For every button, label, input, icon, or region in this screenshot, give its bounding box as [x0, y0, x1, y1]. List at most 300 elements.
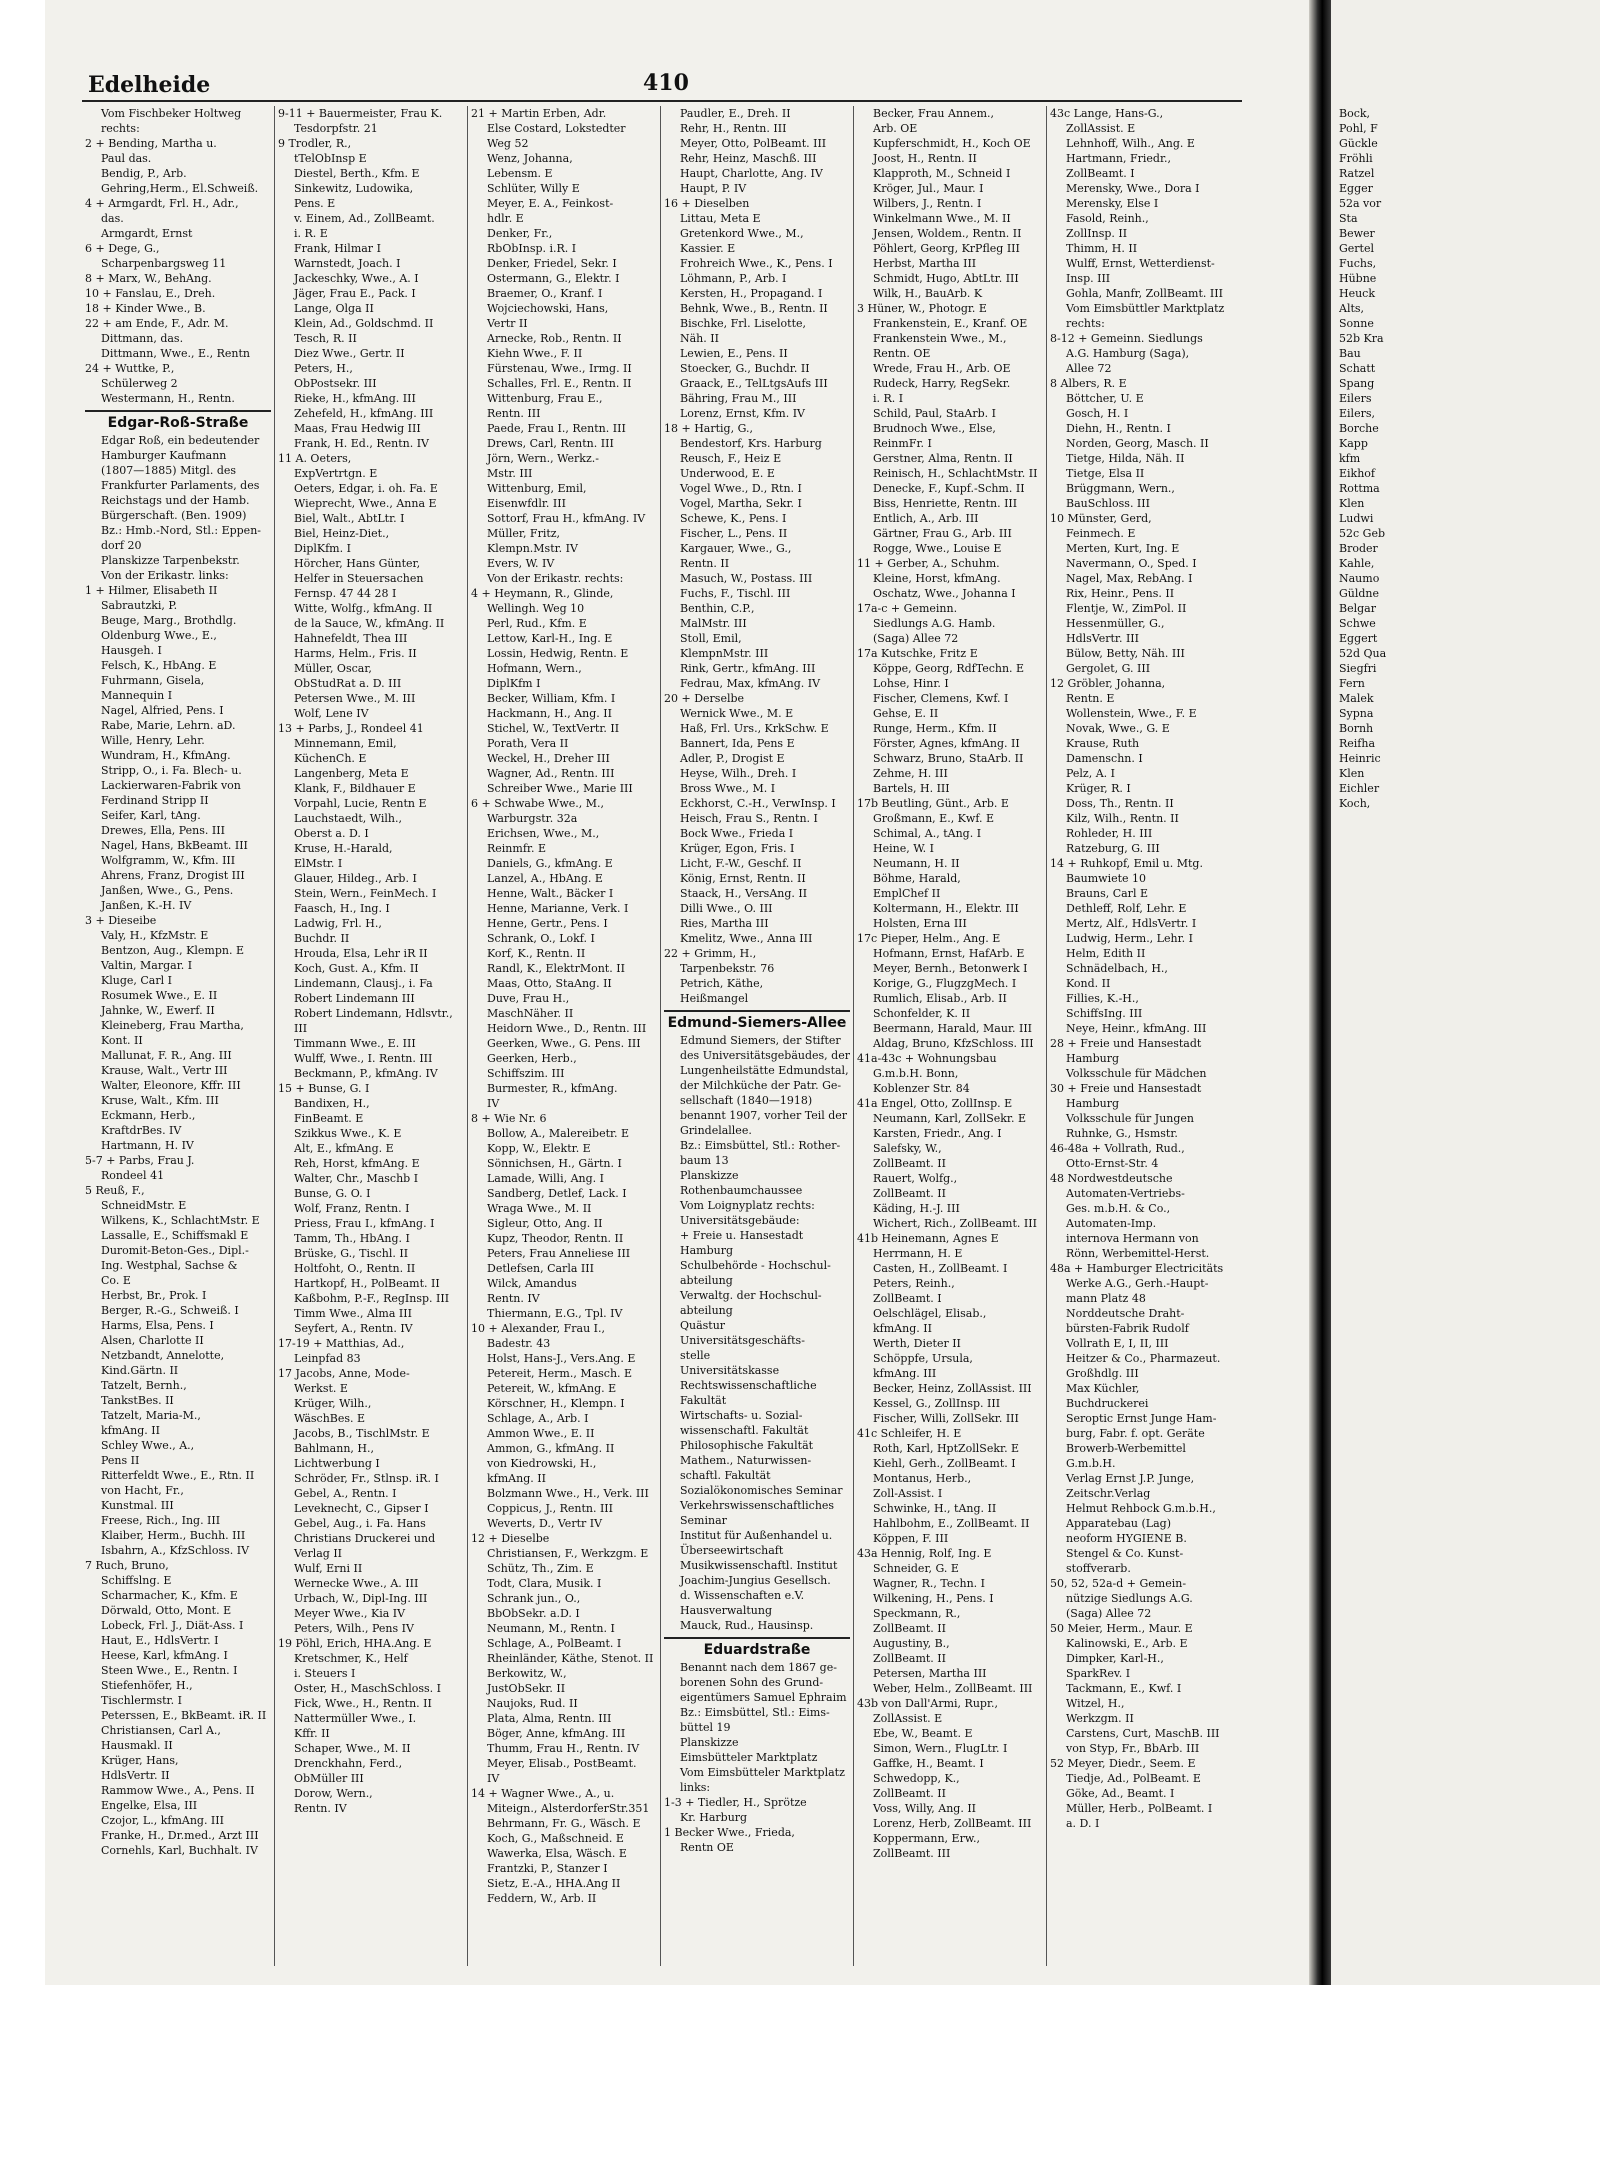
directory-entry: Heyse, Wilh., Dreh. I: [680, 767, 797, 780]
directory-entry: Nagel, Hans, BkBeamt. III: [101, 839, 248, 852]
directory-entry: Gehring,Herm., El.Schweiß.: [101, 182, 259, 195]
directory-entry: 4 + Armgardt, Frl. H., Adr.,: [85, 197, 239, 210]
directory-entry: des Universitätsgebäudes, der: [680, 1049, 850, 1062]
directory-entry: Tesdorpfstr. 21: [294, 122, 378, 135]
directory-entry: Sypna: [1339, 707, 1374, 720]
directory-entry: ZollAssist. E: [1066, 122, 1136, 135]
directory-entry: ZollInsp. II: [1066, 227, 1128, 240]
directory-entry: Petersen, Martha III: [873, 1667, 987, 1680]
directory-entry: KraftdrBes. IV: [101, 1124, 182, 1137]
directory-entry: Salefsky, W.,: [873, 1142, 942, 1155]
directory-entry: Bunse, G. O. I: [294, 1187, 371, 1200]
directory-entry: Verkehrswissenschaftliches: [680, 1499, 835, 1512]
directory-entry: Lichtwerbung I: [294, 1457, 380, 1470]
directory-entry: 7 Ruch, Bruno,: [85, 1559, 169, 1572]
directory-entry: Schrank, O., Lokf. I: [487, 932, 595, 945]
directory-entry: 2 + Bending, Martha u.: [85, 137, 217, 150]
directory-entry: 24 + Wuttke, P.,: [85, 362, 175, 375]
directory-entry: mann Platz 48: [1066, 1292, 1146, 1305]
directory-entry: Edgar Roß, ein bedeutender: [101, 434, 260, 447]
directory-entry: RbObInsp. i.R. I: [487, 242, 577, 255]
directory-entry: Schöppfe, Ursula,: [873, 1352, 973, 1365]
directory-entry: Holst, Hans-J., Vers.Ang. E: [487, 1352, 636, 1365]
directory-entry: Haut, E., HdlsVertr. I: [101, 1634, 219, 1647]
directory-entry: Daniels, G., kfmAng. E: [487, 857, 613, 870]
directory-entry: Siedlungs A.G. Hamb.: [873, 617, 996, 630]
directory-entry: Schley Wwe., A.,: [101, 1439, 195, 1452]
directory-entry: (1807—1885) Mitgl. des: [101, 464, 237, 477]
directory-entry: Dethleff, Rolf, Lehr. E: [1066, 902, 1187, 915]
directory-entry: Kunstmal. III: [101, 1499, 174, 1512]
directory-entry: Jensen, Woldem., Rentn. II: [873, 227, 1022, 240]
directory-entry: Insp. III: [1066, 272, 1111, 285]
directory-entry: Eggert: [1339, 632, 1378, 645]
directory-column: [854, 106, 1047, 1966]
directory-entry: Lange, Olga II: [294, 302, 374, 315]
directory-column: [468, 106, 661, 1966]
directory-entry: Rheinländer, Käthe, Stenot. II: [487, 1652, 654, 1665]
directory-entry: Henne, Marianne, Verk. I: [487, 902, 629, 915]
directory-entry: Schiffszim. III: [487, 1067, 565, 1080]
directory-entry: Jäger, Frau E., Pack. I: [294, 287, 416, 300]
directory-entry: Minnemann, Emil,: [294, 737, 397, 750]
directory-entry: Sinkewitz, Ludowika,: [294, 182, 414, 195]
directory-entry: 1 Becker Wwe., Frieda,: [664, 1826, 795, 1839]
directory-entry: ZollBeamt. II: [873, 1652, 946, 1665]
directory-entry: Heitzer & Co., Pharmazeut.: [1066, 1352, 1221, 1365]
directory-entry: d. Wissenschaften e.V.: [680, 1589, 805, 1602]
directory-entry: Ratzeburg, G. III: [1066, 842, 1160, 855]
directory-entry: Arb. OE: [873, 122, 918, 135]
directory-entry: Förster, Agnes, kfmAng. II: [873, 737, 1020, 750]
directory-entry: Scharpenbargsweg 11: [101, 257, 227, 270]
directory-entry: Lanzel, A., HbAng. E: [487, 872, 603, 885]
directory-entry: Wilkening, H., Pens. I: [873, 1592, 994, 1605]
directory-entry: Becker, William, Kfm. I: [487, 692, 616, 705]
directory-entry: Fedrau, Max, kfmAng. IV: [680, 677, 821, 690]
directory-entry: Haupt, P. IV: [680, 182, 747, 195]
directory-entry: Gaffke, H., Beamt. I: [873, 1757, 984, 1770]
directory-entry: Bandixen, H.,: [294, 1097, 370, 1110]
directory-entry: ZollBeamt. II: [873, 1187, 946, 1200]
directory-entry: Lorenz, Herb, ZollBeamt. III: [873, 1817, 1032, 1830]
directory-entry: Vogel Wwe., D., Rtn. I: [680, 482, 802, 495]
directory-entry: Krüger, Hans,: [101, 1754, 179, 1767]
directory-entry: Leveknecht, C., Gipser I: [294, 1502, 429, 1515]
directory-entry: 52c Geb: [1339, 527, 1385, 540]
directory-entry: Brudnoch Wwe., Else,: [873, 422, 996, 435]
directory-entry: Petersen Wwe., M. III: [294, 692, 416, 705]
directory-entry: Dittmann, das.: [101, 332, 184, 345]
directory-entry: Hausgeh. I: [101, 644, 162, 657]
directory-entry: Fürstenau, Wwe., Irmg. II: [487, 362, 632, 375]
directory-entry: Neye, Heinr., kfmAng. III: [1066, 1022, 1207, 1035]
directory-entry: Alt, E., kfmAng. E: [294, 1142, 394, 1155]
directory-entry: Vollrath E, I, II, III: [1066, 1337, 1169, 1350]
directory-entry: Sietz, E.-A., HHA.Ang II: [487, 1877, 621, 1890]
directory-entry: 11 A. Oeters,: [278, 452, 352, 465]
directory-entry: Edmund Siemers, der Stifter: [680, 1034, 841, 1047]
directory-entry: Gretenkord Wwe., M.,: [680, 227, 804, 240]
directory-entry: Ammon, G., kfmAng. II: [487, 1442, 615, 1455]
directory-entry: Lebensm. E: [487, 167, 553, 180]
directory-entry: Maas, Otto, StaAng. II: [487, 977, 612, 990]
directory-entry: Frankfurter Parlaments, des: [101, 479, 260, 492]
directory-entry: Schnädelbach, H.,: [1066, 962, 1168, 975]
directory-entry: Gertel: [1339, 242, 1375, 255]
directory-entry: Peters, H.,: [294, 362, 353, 375]
directory-entry: Underwood, E. E: [680, 467, 775, 480]
directory-entry: Felsch, K., HbAng. E: [101, 659, 217, 672]
directory-entry: Reichstags und der Hamb.: [101, 494, 250, 507]
directory-entry: Musikwissenschaftl. Institut: [680, 1559, 838, 1572]
directory-entry: Sönnichsen, H., Gärtn. I: [487, 1157, 622, 1170]
directory-entry: Müller, Oscar,: [294, 662, 372, 675]
directory-entry: Zehme, H. III: [873, 767, 948, 780]
directory-entry: Thimm, H. II: [1066, 242, 1138, 255]
directory-entry: Ing. Westphal, Sachse &: [101, 1259, 238, 1272]
directory-entry: 8-12 + Gemeinn. Siedlungs: [1050, 332, 1203, 345]
directory-entry: Oberst a. D. I: [294, 827, 369, 840]
directory-entry: Leinpfad 83: [294, 1352, 361, 1365]
directory-entry: Hahlbohm, E., ZollBeamt. II: [873, 1517, 1030, 1530]
directory-entry: Schmidt, Hugo, AbtLtr. III: [873, 272, 1019, 285]
directory-entry: Thiermann, E.G., Tpl. IV: [487, 1307, 623, 1320]
directory-entry: Krause, Ruth: [1066, 737, 1140, 750]
directory-entry: Frank, H. Ed., Rentn. IV: [294, 437, 430, 450]
directory-entry: 12 Gröbler, Johanna,: [1050, 677, 1166, 690]
directory-entry: rechts:: [101, 122, 140, 135]
directory-entry: (Saga) Allee 72: [1066, 1607, 1152, 1620]
directory-entry: 17-19 + Matthias, Ad.,: [278, 1337, 405, 1350]
directory-entry: 8 + Marx, W., BehAng.: [85, 272, 212, 285]
directory-entry: Buchdruckerei: [1066, 1397, 1149, 1410]
directory-entry: Harms, Elsa, Pens. I: [101, 1319, 214, 1332]
directory-entry: 48a + Hamburger Electricitäts: [1050, 1262, 1224, 1275]
directory-entry: 16 + Dieselben: [664, 197, 750, 210]
directory-entry: das.: [101, 212, 124, 225]
directory-entry: Koltermann, H., Elektr. III: [873, 902, 1019, 915]
directory-entry: ReinmFr. I: [873, 437, 932, 450]
directory-entry: Rentn. E: [1066, 692, 1115, 705]
directory-entry: 43a Hennig, Rolf, Ing. E: [857, 1547, 992, 1560]
directory-entry: Gosch, H. I: [1066, 407, 1129, 420]
directory-entry: Berger, R.-G., Schweiß. I: [101, 1304, 239, 1317]
directory-entry: Mathem., Naturwissen-: [680, 1454, 812, 1467]
directory-entry: Drenckhahn, Ferd.,: [294, 1757, 403, 1770]
directory-entry: Ammon Wwe., E. II: [487, 1427, 595, 1440]
directory-entry: kfmAng. II: [487, 1472, 546, 1485]
directory-entry: Bz.: Eimsbüttel, Stl.: Eims-: [680, 1706, 830, 1719]
directory-entry: Herbst, Martha III: [873, 257, 977, 270]
directory-entry: Helmut Rehbock G.m.b.H.,: [1066, 1502, 1216, 1515]
directory-entry: Rammow Wwe., A., Pens. II: [101, 1784, 255, 1797]
directory-entry: SparkRev. I: [1066, 1667, 1131, 1680]
directory-entry: Schwarz, Bruno, StaArb. II: [873, 752, 1024, 765]
directory-entry: IV: [487, 1097, 500, 1110]
directory-entry: Ferdinand Stripp II: [101, 794, 209, 807]
directory-entry: Krause, Walt., Vertr III: [101, 1064, 228, 1077]
directory-entry: Eisenwfdlr. III: [487, 497, 566, 510]
directory-entry: ObPostsekr. III: [294, 377, 377, 390]
directory-entry: Ebe, W., Beamt. E: [873, 1727, 973, 1740]
directory-entry: Meyer, Otto, PolBeamt. III: [680, 137, 827, 150]
directory-entry: Lauchstaedt, Wilh.,: [294, 812, 403, 825]
directory-entry: Krüger, Wilh.,: [294, 1397, 372, 1410]
directory-entry: Winkelmann Wwe., M. II: [873, 212, 1011, 225]
directory-entry: Schwe: [1339, 617, 1376, 630]
directory-entry: Wilck, Amandus: [487, 1277, 577, 1290]
directory-entry: Hartkopf, H., PolBeamt. II: [294, 1277, 440, 1290]
directory-entry: 1 + Hilmer, Elisabeth II: [85, 584, 218, 597]
directory-entry: Rentn. IV: [487, 1292, 540, 1305]
directory-entry: Kleine, Horst, kfmAng.: [873, 572, 1001, 585]
directory-entry: Ludwi: [1339, 512, 1374, 525]
directory-entry: Klen: [1339, 767, 1365, 780]
directory-entry: Fuhrmann, Gisela,: [101, 674, 205, 687]
directory-entry: Schütz, Th., Zim. E: [487, 1562, 594, 1575]
directory-entry: stoffverarb.: [1066, 1562, 1131, 1575]
directory-entry: Wilkens, K., SchlachtMstr. E: [101, 1214, 260, 1227]
directory-entry: 8 Albers, R. E: [1050, 377, 1127, 390]
directory-entry: Bz.: Eimsbüttel, Stl.: Rother-: [680, 1139, 841, 1152]
directory-entry: Rudeck, Harry, RegSekr.: [873, 377, 1011, 390]
directory-entry: Paede, Frau I., Rentn. III: [487, 422, 626, 435]
directory-entry: Bülow, Betty, Näh. III: [1066, 647, 1185, 660]
directory-entry: Meyer, Elisab., PostBeamt.: [487, 1757, 637, 1770]
directory-entry: JustObSekr. II: [487, 1682, 566, 1695]
directory-entry: Schlage, A., PolBeamt. I: [487, 1637, 622, 1650]
directory-entry: Gohla, Manfr, ZollBeamt. III: [1066, 287, 1223, 300]
directory-entry: Kmelitz, Wwe., Anna III: [680, 932, 813, 945]
directory-entry: Kassier. E: [680, 242, 736, 255]
directory-entry: Peters, Frau Anneliese III: [487, 1247, 631, 1260]
directory-entry: Seyfert, A., Rentn. IV: [294, 1322, 413, 1335]
directory-entry: Priess, Frau I., kfmAng. I: [294, 1217, 435, 1230]
directory-entry: Klen: [1339, 497, 1365, 510]
directory-entry: Paudler, E., Dreh. II: [680, 107, 791, 120]
directory-entry: 17a-c + Gemeinn.: [857, 602, 958, 615]
directory-entry: Langenberg, Meta E: [294, 767, 409, 780]
directory-entry: i. Steuers I: [294, 1667, 356, 1680]
directory-entry: Wraga Wwe., M. II: [487, 1202, 592, 1215]
directory-entry: Kruse, H.-Harald,: [294, 842, 393, 855]
directory-entry: Oschatz, Wwe., Johanna I: [873, 587, 1016, 600]
directory-entry: Behnk, Wwe., B., Rentn. II: [680, 302, 828, 315]
directory-entry: Planskizze: [680, 1736, 739, 1749]
directory-entry: Bau: [1339, 347, 1361, 360]
directory-entry: 17 Jacobs, Anne, Mode-: [278, 1367, 410, 1380]
directory-entry: Oldenburg Wwe., E.,: [101, 629, 217, 642]
directory-entry: Feinmech. E: [1066, 527, 1136, 540]
directory-column: [82, 106, 275, 1966]
directory-entry: Valtin, Margar. I: [101, 959, 193, 972]
directory-entry: Miteign., AlsterdorferStr.351: [487, 1802, 650, 1815]
directory-entry: Frankenstein, E., Kranf. OE: [873, 317, 1028, 330]
directory-entry: ZollAssist. E: [873, 1712, 943, 1725]
directory-entry: Diestel, Berth., Kfm. E: [294, 167, 420, 180]
directory-entry: Simon, Wern., FlugLtr. I: [873, 1742, 1008, 1755]
directory-entry: dorf 20: [101, 539, 142, 552]
directory-entry: Pöhlert, Georg, KrPfleg III: [873, 242, 1020, 255]
directory-entry: Ruhnke, G., Hsmstr.: [1066, 1127, 1178, 1140]
directory-entry: Sozialökonomisches Seminar: [680, 1484, 843, 1497]
directory-entry: Von der Erikastr. rechts:: [487, 572, 624, 585]
directory-entry: Dittmann, Wwe., E., Rentn: [101, 347, 250, 360]
directory-entry: Armgardt, Ernst: [101, 227, 193, 240]
directory-entry: Czojor, L., kfmAng. III: [101, 1814, 224, 1827]
directory-entry: Bewer: [1339, 227, 1375, 240]
directory-entry: Grindelallee.: [680, 1124, 752, 1137]
directory-entry: Vertr II: [487, 317, 528, 330]
directory-entry: Schneider, G. E: [873, 1562, 959, 1575]
directory-entry: Speckmann, R.,: [873, 1607, 961, 1620]
directory-entry: Dilli Wwe., O. III: [680, 902, 773, 915]
directory-entry: kfm: [1339, 452, 1361, 465]
directory-entry: benannt 1907, vorher Teil der: [680, 1109, 848, 1122]
directory-entry: stelle: [680, 1349, 711, 1362]
directory-entry: Norden, Georg, Masch. II: [1066, 437, 1209, 450]
directory-entry: Wawerka, Elsa, Wäsch. E: [487, 1847, 627, 1860]
directory-entry: Planskizze: [680, 1169, 739, 1182]
directory-entry: Schewe, K., Pens. I: [680, 512, 787, 525]
directory-entry: Christiansen, Carl A.,: [101, 1724, 221, 1737]
directory-entry: Herbst, Br., Prok. I: [101, 1289, 207, 1302]
directory-entry: Rumlich, Elisab., Arb. II: [873, 992, 1007, 1005]
directory-entry: ZollBeamt. I: [873, 1292, 942, 1305]
directory-entry: Kessel, G., ZollInsp. III: [873, 1397, 1001, 1410]
directory-entry: Helm, Edith II: [1066, 947, 1146, 960]
directory-entry: Schlage, A., Arb. I: [487, 1412, 589, 1425]
directory-entry: 22 + Grimm, H.,: [664, 947, 757, 960]
directory-entry: Faasch, H., Ing. I: [294, 902, 390, 915]
directory-entry: 6 + Schwabe Wwe., M.,: [471, 797, 604, 810]
directory-entry: Neumann, H. II: [873, 857, 960, 870]
directory-entry: Stichel, W., TextVertr. II: [487, 722, 620, 735]
directory-entry: Rink, Gertr., kfmAng. III: [680, 662, 816, 675]
directory-entry: Klaiber, Herm., Buchh. III: [101, 1529, 246, 1542]
directory-entry: Erichsen, Wwe., M.,: [487, 827, 600, 840]
directory-entry: 41a Engel, Otto, ZollInsp. E: [857, 1097, 1013, 1110]
directory-entry: Kalinowski, E., Arb. E: [1066, 1637, 1188, 1650]
directory-entry: neoform HYGIENE B.: [1066, 1532, 1187, 1545]
directory-entry: Müller, Herb., PolBeamt. I: [1066, 1802, 1213, 1815]
directory-entry: Schimal, A., tAng. I: [873, 827, 982, 840]
directory-entry: Ratzel: [1339, 167, 1375, 180]
directory-entry: Runge, Herm., Kfm. II: [873, 722, 997, 735]
directory-entry: Fischer, Clemens, Kwf. I: [873, 692, 1009, 705]
directory-entry: 14 + Ruhkopf, Emil u. Mtg.: [1050, 857, 1203, 870]
directory-entry: Browerb-Werbemittel: [1066, 1442, 1186, 1455]
directory-entry: KüchenCh. E: [294, 752, 367, 765]
directory-entry: Fernsp. 47 44 28 I: [294, 587, 397, 600]
street-heading: Edmund-Siemers-Allee: [664, 1010, 850, 1031]
directory-entry: Jackeschky, Wwe., A. I: [294, 272, 419, 285]
directory-entry: Gerstner, Alma, Rentn. II: [873, 452, 1013, 465]
directory-entry: Volksschule für Jungen: [1066, 1112, 1195, 1125]
directory-entry: Schaper, Wwe., M. II: [294, 1742, 411, 1755]
directory-entry: Kr. Harburg: [680, 1811, 748, 1824]
directory-entry: Automaten-Imp.: [1066, 1217, 1157, 1230]
directory-column: [661, 106, 854, 1966]
directory-entry: Detlefsen, Carla III: [487, 1262, 594, 1275]
directory-entry: 4 + Heymann, R., Glinde,: [471, 587, 614, 600]
directory-entry: Peterssen, E., BkBeamt. iR. II: [101, 1709, 267, 1722]
directory-entry: Heese, Karl, kfmAng. I: [101, 1649, 228, 1662]
directory-entry: Planskizze Tarpenbekstr.: [101, 554, 240, 567]
directory-entry: Rehr, H., Rentn. III: [680, 122, 787, 135]
directory-entry: Werkzgm. II: [1066, 1712, 1134, 1725]
directory-entry: Duromit-Beton-Ges., Dipl.-: [101, 1244, 249, 1257]
directory-entry: Eckhorst, C.-H., VerwInsp. I: [680, 797, 836, 810]
header-rule: [82, 100, 1242, 102]
directory-entry: Pens II: [101, 1454, 140, 1467]
directory-entry: DiplKfm. I: [294, 542, 351, 555]
directory-entry: Carstens, Curt, MaschB. III: [1066, 1727, 1220, 1740]
directory-entry: Schatt: [1339, 362, 1376, 375]
directory-entry: Frank, Hilmar I: [294, 242, 381, 255]
directory-entry: Otto-Ernst-Str. 4: [1066, 1157, 1159, 1170]
directory-entry: Lindemann, Clausj., i. Fa: [294, 977, 433, 990]
directory-entry: Mertz, Alf., HdlsVertr. I: [1066, 917, 1197, 930]
directory-entry: Tatzelt, Maria-M.,: [101, 1409, 201, 1422]
directory-entry: 18 + Kinder Wwe., B.: [85, 302, 206, 315]
directory-entry: Bartels, H. III: [873, 782, 950, 795]
directory-entry: Pelz, A. I: [1066, 767, 1116, 780]
directory-entry: G.m.b.H.: [1066, 1457, 1116, 1470]
directory-entry: 41c Schleifer, H. E: [857, 1427, 962, 1440]
directory-entry: Lassalle, E., Schiffsmakl E: [101, 1229, 249, 1242]
directory-entry: Bornh: [1339, 722, 1374, 735]
directory-entry: Westermann, H., Rentn.: [101, 392, 235, 405]
directory-entry: der Milchküche der Patr. Ge-: [680, 1079, 842, 1092]
directory-entry: von Styp, Fr., BbArb. III: [1066, 1742, 1200, 1755]
directory-entry: Geerken, Herb.,: [487, 1052, 577, 1065]
directory-entry: Petereit, W., kfmAng. E: [487, 1382, 617, 1395]
directory-entry: Lettow, Karl-H., Ing. E: [487, 632, 613, 645]
directory-entry: Beckmann, P., kfmAng. IV: [294, 1067, 438, 1080]
directory-entry: Hausverwaltung: [680, 1604, 772, 1617]
directory-entry: Klapproth, M., Schneid I: [873, 167, 1011, 180]
directory-entry: Klank, F., Bildhauer E: [294, 782, 416, 795]
directory-entry: Tischlermstr. I: [101, 1694, 182, 1707]
directory-entry: Bentzon, Aug., Klempn. E: [101, 944, 244, 957]
directory-entry: Hamburg: [680, 1244, 734, 1257]
directory-entry: kfmAng. II: [873, 1322, 932, 1335]
directory-entry: Stiefenhöfer, H.,: [101, 1679, 193, 1692]
directory-entry: Haß, Frl. Urs., KrkSchw. E: [680, 722, 829, 735]
directory-entry: IV: [487, 1772, 500, 1785]
directory-entry: Vorpahl, Lucie, Rentn E: [294, 797, 427, 810]
directory-entry: 15 + Bunse, G. I: [278, 1082, 370, 1095]
directory-entry: Evers, W. IV: [487, 557, 555, 570]
directory-entry: Rix, Heinr., Pens. II: [1066, 587, 1175, 600]
directory-entry: ElMstr. I: [294, 857, 343, 870]
directory-entry: Hübne: [1339, 272, 1377, 285]
directory-entry: Glauer, Hildeg., Arb. I: [294, 872, 417, 885]
directory-entry: Neumann, M., Rentn. I: [487, 1622, 615, 1635]
directory-entry: Fröhli: [1339, 152, 1373, 165]
directory-entry: ZollBeamt. III: [873, 1847, 951, 1860]
directory-entry: Reinmfr. E: [487, 842, 546, 855]
directory-entry: Stoll, Emil,: [680, 632, 742, 645]
directory-entry: Urbach, W., Dipl-Ing. III: [294, 1592, 428, 1605]
directory-entry: Herrmann, H. E: [873, 1247, 963, 1260]
directory-entry: Krüger, R. I: [1066, 782, 1131, 795]
directory-entry: Broder: [1339, 542, 1378, 555]
directory-entry: Meyer, E. A., Feinkost-: [487, 197, 614, 210]
directory-entry: Witzel, H.,: [1066, 1697, 1125, 1710]
